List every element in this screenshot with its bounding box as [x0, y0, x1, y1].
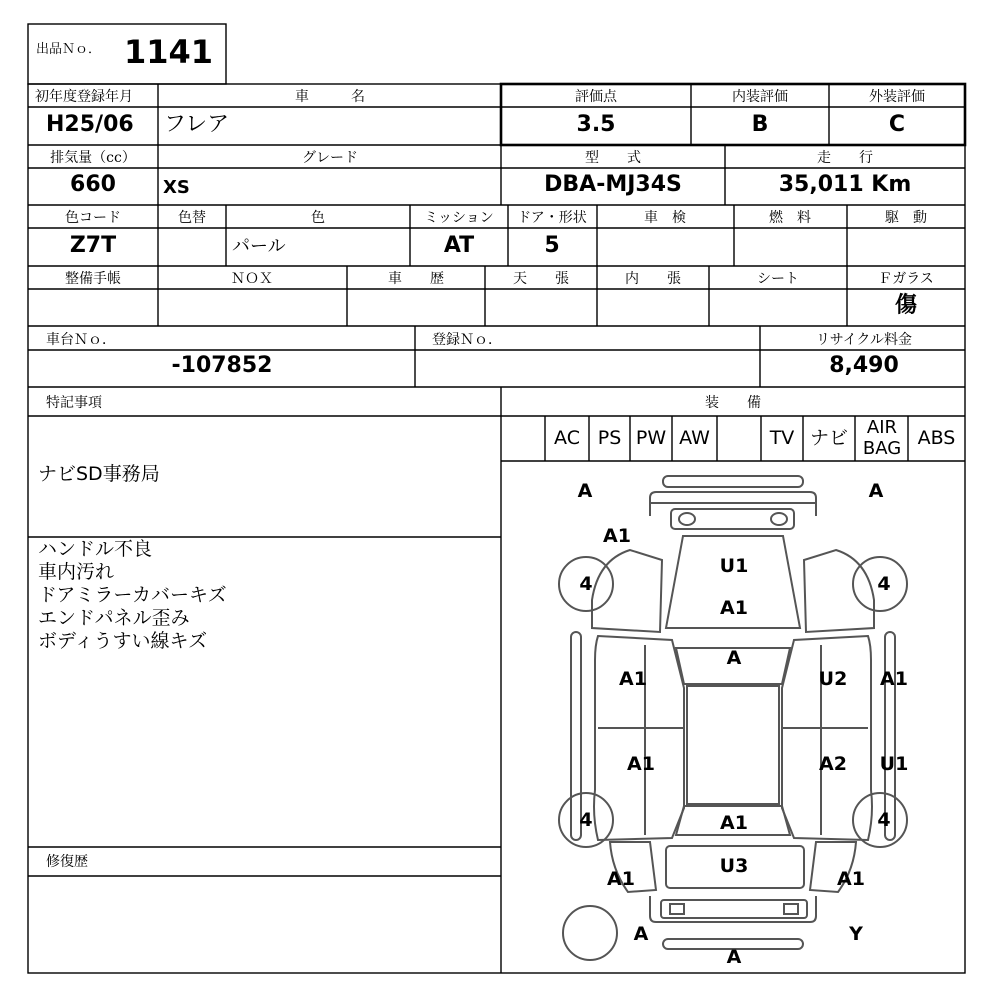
model-label: 型 式 [585, 150, 641, 166]
exterior-label: 外装評価 [869, 89, 925, 105]
grade-value: XS [163, 177, 190, 198]
equipment-pw: PW [635, 427, 667, 449]
door-label: ドア・形状 [517, 210, 587, 226]
recycle-label: リサイクル料金 [815, 332, 913, 348]
equipment-abs: ABS [917, 427, 956, 449]
mark-right-rear-door-outer: U1 [879, 753, 909, 775]
mission-value: AT [443, 233, 475, 258]
mark-tire-fr: 4 [877, 573, 891, 595]
displacement-label: 排気量（cc） [50, 150, 136, 166]
damage-note-line: 車内汚れ [38, 561, 115, 583]
mark-tire-rr: 4 [877, 809, 891, 831]
damage-note-line: ボディうすい線キズ [38, 630, 208, 652]
damage-note-line: ハンドル不良 [38, 538, 153, 560]
mark-windshield: A [726, 647, 742, 669]
color-value: パール [232, 236, 286, 257]
color-code-value: Z7T [69, 233, 117, 258]
mark-rear-glass: A1 [720, 812, 748, 834]
displacement-value: 660 [70, 172, 116, 197]
score-value: 3.5 [576, 112, 616, 137]
car-name-value: フレア [164, 112, 230, 137]
maintenance-label: 整備手帳 [65, 271, 121, 287]
equipment-label: 装 備 [705, 395, 761, 411]
color-label: 色 [311, 210, 325, 226]
mark-bonnet-lower: A1 [720, 597, 748, 619]
repaint-label: 色替 [178, 210, 206, 226]
first-reg-label: 初年度登録年月 [35, 89, 133, 105]
exterior-value: C [888, 112, 906, 137]
damage-note-line: エンドパネル歪み [38, 607, 190, 629]
mileage-label: 走 行 [817, 150, 873, 166]
mark-tire-rl: 4 [579, 809, 593, 831]
mark-rear-bumper-right: Y [849, 923, 863, 945]
damage-note-line: ドアミラーカバーキズ [38, 584, 227, 606]
mark-bonnet-upper: U1 [719, 555, 749, 577]
seat-label: シート [757, 271, 799, 287]
car-name-label: 車 名 [295, 89, 365, 105]
mark-bonnet-left: A1 [603, 525, 631, 547]
mark-left-rear-door: A1 [627, 753, 655, 775]
color-code-label: 色コード [65, 210, 121, 226]
score-label: 評価点 [575, 89, 617, 105]
lot-label: 出品Ｎｏ． [36, 42, 102, 57]
equipment-aw: AW [679, 427, 710, 449]
lot-number: 1141 [124, 33, 214, 71]
mark-front-left: A [577, 480, 593, 502]
recycle-value: 8,490 [829, 353, 899, 378]
mark-tire-fl: 4 [579, 573, 593, 595]
equipment-ps: PS [597, 427, 622, 449]
chassis-no-label: 車台Ｎｏ． [46, 332, 116, 348]
model-value: DBA-MJ34S [544, 172, 682, 197]
mark-rear-left-corner: A1 [607, 868, 635, 890]
special-notes [38, 463, 160, 486]
interior-label: 内装評価 [732, 89, 788, 105]
door-value: 5 [544, 233, 560, 258]
mission-label: ミッション [424, 210, 494, 226]
history-label: 車 歴 [388, 271, 444, 287]
mark-right-rear-door-inner: A2 [819, 753, 847, 775]
mark-rear-bumper-bottom: A [726, 946, 742, 968]
reg-no-label: 登録Ｎｏ． [432, 332, 502, 348]
mark-front-right: A [868, 480, 884, 502]
damage-notes [38, 538, 227, 653]
fuel-label: 燃 料 [769, 210, 811, 226]
mark-right-front-door-outer: A1 [880, 668, 908, 690]
interior-trim-label: 内 張 [625, 271, 681, 287]
equipment-tv: TV [769, 427, 795, 449]
equipment-airbag: AIR BAG [862, 417, 902, 459]
interior-value: B [751, 112, 769, 137]
equipment-ac: AC [554, 427, 580, 449]
drive-label: 駆 動 [885, 210, 927, 226]
equipment-navi: ナビ [809, 427, 848, 449]
mileage-value: 35,011 Km [778, 172, 912, 197]
mark-rear-bumper-left: A [633, 923, 649, 945]
special-note-line: ナビSD事務局 [38, 463, 160, 485]
mark-right-front-door-inner: U2 [818, 668, 848, 690]
mark-left-front-door: A1 [619, 668, 647, 690]
repair-history-label: 修復歴 [46, 854, 88, 870]
chassis-no-value: -107852 [171, 353, 273, 378]
first-reg-value: H25/06 [46, 112, 134, 137]
special-notes-label: 特記事項 [46, 395, 102, 411]
f-glass-label: Ｆガラス [878, 271, 934, 287]
inspection-label: 車 検 [644, 210, 686, 226]
grade-label: グレード [302, 150, 358, 166]
f-glass-value: 傷 [894, 292, 918, 318]
mark-tailgate: U3 [719, 855, 749, 877]
nox-label: ＮＯＸ [231, 271, 273, 287]
ceiling-label: 天 張 [513, 271, 569, 287]
mark-rear-right-corner: A1 [837, 868, 865, 890]
